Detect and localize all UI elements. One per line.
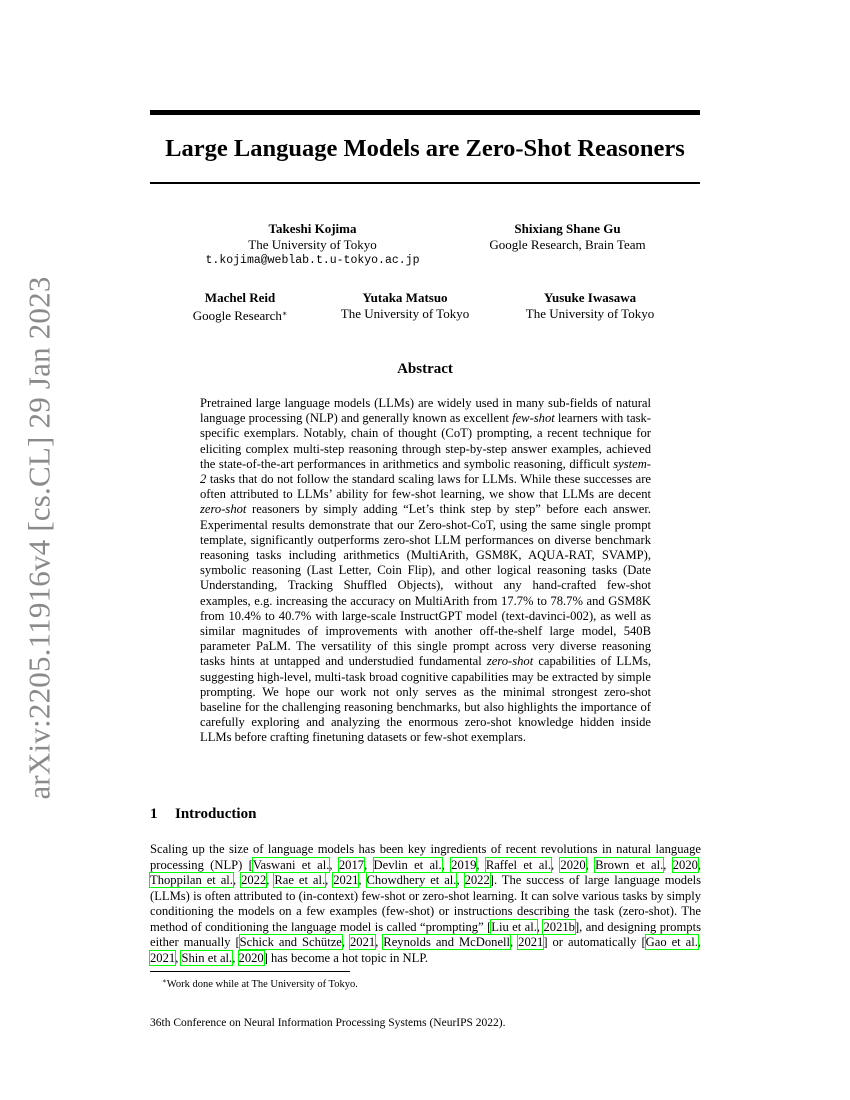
author-affiliation: Google Research, Brain Team <box>489 237 646 252</box>
citation-link[interactable]: Chowdhery et al. <box>366 873 457 887</box>
section-title: Introduction <box>175 806 257 822</box>
author-affiliation: The University of Tokyo <box>525 306 655 321</box>
abstract-text: tasks that do not follow the standard scaling laws for LLMs. While these successes are often attributed to LLMs’ ability for few-shot learning, we show that LLMs are decent <box>200 472 651 502</box>
section-number: 1 <box>150 806 158 822</box>
author-affiliation-line <box>175 306 305 324</box>
author-email[interactable]: t.kojima@weblab.t.u-tokyo.ac.jp <box>205 254 420 267</box>
author-1 <box>190 221 435 269</box>
footnote-text: Work done while at The University of Tokyo. <box>166 979 358 990</box>
author-4 <box>325 290 485 322</box>
citation-link[interactable]: Reynolds and McDonell <box>383 935 511 949</box>
arxiv-stamp-text: arXiv:2205.11916v4 [cs.CL] 29 Jan 2023 <box>22 275 57 800</box>
citation-link[interactable]: 2021b <box>543 919 575 934</box>
author-name: Shixiang Shane Gu <box>514 221 621 236</box>
abstract-emphasis: few-shot <box>512 411 555 426</box>
abstract-body <box>200 396 651 746</box>
citation-link[interactable]: 2021 <box>333 873 359 887</box>
paper-title: Large Language Models are Zero-Shot Reasoners <box>165 135 685 162</box>
author-name: Machel Reid <box>204 290 276 305</box>
abstract-emphasis: system-2 <box>200 456 651 487</box>
title-top-rule <box>150 110 700 115</box>
intro-text: ], and designing prompts either manually [ <box>150 919 701 949</box>
citation-link[interactable]: 2020 <box>238 950 264 965</box>
citation-link[interactable]: 2020 <box>560 857 586 872</box>
author-3 <box>175 290 305 324</box>
abstract-emphasis: zero-shot <box>200 502 247 517</box>
abstract-emphasis: zero-shot <box>486 654 534 669</box>
abstract-text: learners with task-specific exemplars. Notably, chain of thought (CoT) prompting, a recent technique for eliciting complex multi-step reasoning through step-by-step answer examples, achieved the state-of-the-art performances in arithmetics and symbolic reasoning, difficult <box>200 411 651 471</box>
citation-link[interactable]: Shin et al. <box>181 950 233 965</box>
citation-link[interactable]: 2017 <box>338 857 365 872</box>
author-name: Yutaka Matsuo <box>362 290 448 305</box>
citation-link[interactable]: 2020 <box>672 857 698 872</box>
author-2 <box>470 221 665 253</box>
abstract-heading: Abstract <box>397 361 453 377</box>
author-affiliation: The University of Tokyo <box>248 237 377 252</box>
citation-link[interactable]: Raffel et al. <box>485 857 551 872</box>
intro-body <box>150 842 701 966</box>
citation-link[interactable]: 2021 <box>518 935 544 949</box>
author-name: Yusuke Iwasawa <box>543 290 637 305</box>
citation-link[interactable]: Brown et al. <box>595 857 664 872</box>
intro-paragraph: Scaling up the size of language models has been key ingredients of recent revolutions in natural language processing (NLP) [Vaswani et al., 2017, Devlin et al., 2019, Raffel et al., 2020, Brown et al., 2020, Thoppilan et al., 2022, Rae et al., 2021, Chowdhery et al., 2022]. The success of large language models (LLMs) is often attributed to (in-context) few-shot or zero-shot learning. It can solve various tasks by simply conditioning the models on a few examples (few-shot) or instructions describing the task (zero-shot). The method of conditioning the language model is called “prompting” [Liu et al., 2021b], and designing prompts either manually [Schick and Schütze, 2021, Reynolds and McDonell, 2021] or automatically [Gao et al., 2021, Shin et al., 2020] has become a hot topic in NLP. <box>150 842 702 965</box>
intro-text: ] or automatically [ <box>543 935 646 949</box>
abstract-text: capabilities of LLMs, suggesting high-level, multi-task broad cognitive capabilities may be extracted by simple prompting. We hope our work not only serves as the minimal strongest zero-shot baseline for the challenging reasoning benchmarks, but also highlights the importance of carefully exploring and analyzing the enormous zero-shot knowledge hidden inside LLMs before crafting finetuning datasets or few-shot exemplars. <box>200 654 652 745</box>
author-affiliation: The University of Tokyo <box>340 306 470 321</box>
conference-note: 36th Conference on Neural Information Processing Systems (NeurIPS 2022). <box>150 1017 506 1029</box>
citation-link[interactable]: Rae et al. <box>274 873 326 887</box>
author-affiliation: Google Research <box>192 308 282 323</box>
footnote-rule <box>150 971 350 972</box>
title-bottom-rule <box>150 182 700 184</box>
intro-text: Scaling up the size of language models has been key ingredients of recent revolutions in natural language processing (NLP) [ <box>150 842 701 872</box>
citation-link[interactable]: Liu et al. <box>491 919 537 934</box>
abstract-text: reasoners by simply adding “Let’s think step by step” before each answer. Experimental results demonstrate that our Zero-shot-CoT, using the same single prompt template, significantly outperforms zero-shot LLM performances on diverse benchmark reasoning tasks including arithmetics (MultiArith, GSM8K, AQUA-RAT, SVAMP), symbolic reasoning (Last Letter, Coin Flip), and other logical reasoning tasks (Date Understanding, Tracking Shuffled Objects), without any hand-crafted few-shot examples, e.g. increasing the accuracy on MultiArith from 17.7% to 78.7% and GSM8K from 10.4% to 40.7% with large-scale InstructGPT model (text-davinci-002), as well as similar magnitudes of improvements with another off-the-shelf large model, 540B parameter PaLM. The versatility of this single prompt across very diverse reasoning tasks hints at untapped and understudied fundamental <box>200 502 651 669</box>
citation-link[interactable]: 2022 <box>464 873 490 887</box>
author-5 <box>510 290 670 322</box>
citation-link[interactable]: 2019 <box>451 857 477 872</box>
citation-link[interactable]: Devlin et al. <box>373 857 442 872</box>
author-name: Takeshi Kojima <box>268 221 357 236</box>
citation-link[interactable]: Schick and Schütze <box>239 935 342 949</box>
intro-text: ] has become a hot topic in NLP. <box>263 950 429 965</box>
citation-link[interactable]: 2021 <box>150 950 176 965</box>
citation-link[interactable]: 2022 <box>241 873 267 887</box>
arxiv-stamp <box>20 275 60 800</box>
footnote-marker[interactable]: ∗ <box>281 309 288 318</box>
abstract-paragraph <box>200 396 651 746</box>
abstract-text: Pretrained large language models (LLMs) are widely used in many sub-fields of natural language processing (NLP) and generally known as excellent <box>200 396 651 426</box>
section-heading <box>150 806 256 823</box>
citation-link[interactable]: Gao et al. <box>645 935 698 949</box>
footnote <box>162 975 358 991</box>
citation-link[interactable]: Vaswani et al. <box>252 857 330 872</box>
footnote-mark: ∗ <box>162 977 167 985</box>
intro-text: ]. The success of large language models (LLMs) is often attributed to (in-context) few-shot or zero-shot learning. It can solve various tasks by simply conditioning the models on a few examples (few-shot) or instructions describing the task (zero-shot). The method of conditioning the language model is called “prompting” [ <box>150 873 702 934</box>
citation-link[interactable]: Thoppilan et al. <box>150 873 233 887</box>
citation-link[interactable]: 2021 <box>350 935 376 949</box>
